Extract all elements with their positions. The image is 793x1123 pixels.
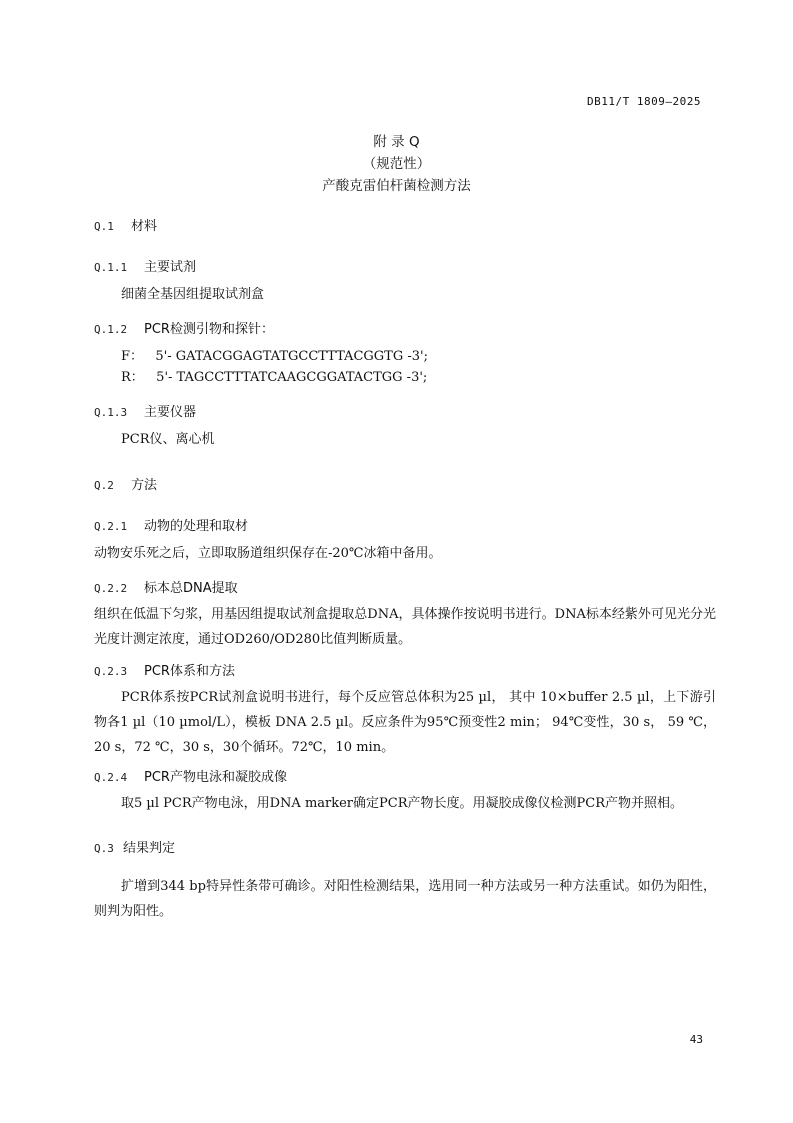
reagent-kit-text: 细菌全基因组提取试剂盒 [121, 287, 265, 302]
section-q21-heading [94, 515, 248, 534]
page-number: 43 [689, 1033, 703, 1046]
section-title: 结果判定 [123, 841, 176, 856]
section-title: 方法 [131, 478, 158, 493]
section-q2-heading [94, 474, 157, 493]
section-q13-heading [94, 401, 196, 420]
primer-forward: F： 5'- GATACGGAGTATGCCTTTACGGTG -3'; [121, 349, 428, 364]
section-number: Q.2.1 [94, 520, 128, 533]
section-title: PCR产物电泳和凝胶成像 [144, 770, 287, 785]
section-q22-heading [94, 577, 238, 596]
section-number: Q.1.2 [94, 323, 128, 336]
section-title: PCR体系和方法 [144, 664, 235, 679]
appendix-label: 附 录 Q [373, 134, 420, 150]
section-title: 标本总DNA提取 [144, 581, 238, 596]
section-q23-heading [94, 660, 235, 679]
primer-reverse: R： 5'- TAGCCTTTATCAAGCGGATACTGG -3'; [121, 370, 428, 385]
dna-extraction-text: 组织在低温下匀浆，用基因组提取试剂盒提取总DNA，具体操作按说明书进行。DNA标本经紫外可见光分光光度计测定浓度，通过OD260/OD280比值判断质量。 [94, 607, 716, 647]
section-title: 材料 [131, 219, 158, 234]
section-number: Q.3 [94, 842, 114, 855]
section-title: 主要仪器 [144, 405, 197, 420]
pcr-system-text: PCR体系按PCR试剂盒说明书进行，每个反应管总体积为25 µl， 其中 10×buffer 2.5 µl，上下游引物各1 µl（10 µmol/L），模板 DNA 2.5 µl。反应条件为95℃预变性2 min； 94℃变性，30 s， 59 ℃，20 s，72 ℃，30 s，30个循环。72℃，10 min。 [94, 690, 716, 755]
section-title: 动物的处理和取材 [144, 519, 249, 534]
section-title: PCR检测引物和探针： [144, 322, 274, 337]
standard-code: DB11/T 1809—2025 [587, 95, 701, 108]
section-number: Q.2.3 [94, 665, 128, 678]
section-q1-heading [94, 215, 157, 234]
instrument-text: PCR仪、离心机 [121, 432, 215, 447]
section-number: Q.2.2 [94, 582, 128, 595]
electrophoresis-text: 取5 µl PCR产物电泳，用DNA marker确定PCR产物长度。用凝胶成像仪检测PCR产物并照相。 [121, 796, 683, 811]
section-number: Q.1.1 [94, 261, 128, 274]
section-number: Q.1 [94, 220, 114, 233]
section-q24-heading [94, 766, 287, 785]
appendix-title: 产酸克雷伯杆菌检测方法 [322, 178, 471, 194]
appendix-nature: （规范性） [362, 156, 431, 172]
section-number: Q.2 [94, 479, 114, 492]
section-q3-heading [94, 837, 175, 856]
section-number: Q.2.4 [94, 771, 128, 784]
result-judgement-text: 扩增到344 bp特异性条带可确诊。对阳性检测结果，选用同一种方法或另一种方法重试。如仍为阳性，则判为阳性。 [94, 879, 716, 919]
animal-handling-text: 动物安乐死之后，立即取肠道组织保存在-20℃冰箱中备用。 [94, 546, 442, 561]
section-q12-heading [94, 318, 274, 337]
section-title: 主要试剂 [144, 260, 197, 275]
section-number: Q.1.3 [94, 406, 128, 419]
section-q11-heading [94, 256, 196, 275]
